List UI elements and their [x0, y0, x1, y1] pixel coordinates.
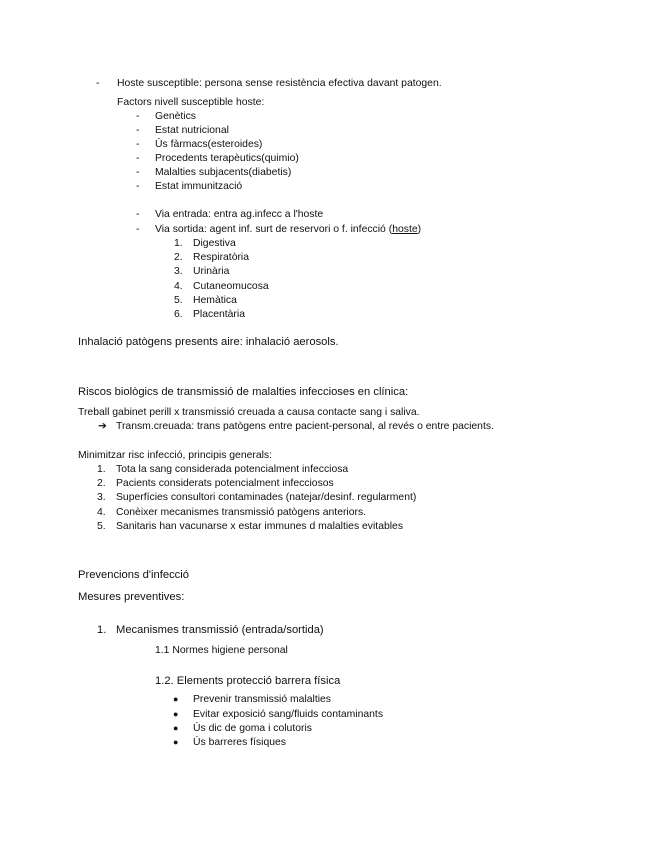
bullet-dot-icon: ●: [173, 723, 179, 733]
bullet-dot-icon: ●: [173, 737, 179, 747]
cross-transmission-item: Transm.creuada: trans patògens entre pacient-personal, al revés o entre pacients.: [116, 421, 494, 432]
hoste-link[interactable]: hoste: [392, 224, 418, 235]
list-item: Ús barreres físiques: [193, 737, 286, 748]
list-number: 1.: [97, 464, 106, 475]
minimize-title: Minimitzar risc infecció, principis generals:: [78, 450, 273, 461]
entry-route: Via entrada: entra ag.infecc a l'hoste: [155, 209, 324, 220]
list-item: Urinària: [193, 266, 230, 277]
list-number: 6.: [174, 309, 183, 320]
list-item: Tota la sang considerada potencialment infecciosa: [116, 464, 349, 475]
bullet-dot-icon: ●: [173, 709, 179, 719]
prevention-title: Prevencions d'infecció: [78, 569, 189, 581]
list-number: 3.: [174, 266, 183, 277]
exit-prefix: Via sortida: agent inf. surt de reservori o f. infecció (: [155, 224, 393, 235]
list-number: 4.: [174, 281, 183, 292]
bullet-dash: -: [136, 224, 140, 235]
list-item: Pacients considerats potencialment infecciosos: [116, 478, 334, 489]
bullet-dot-icon: ●: [173, 694, 179, 704]
list-number: 4.: [97, 507, 106, 518]
list-item: Evitar exposició sang/fluids contaminants: [193, 709, 384, 720]
risks-title: Riscos biològics de transmissió de malalties infeccioses en clínica:: [78, 386, 409, 398]
bullet-dash: -: [136, 181, 140, 192]
list-item: Cutaneomucosa: [193, 281, 269, 292]
exit-suffix: ): [417, 224, 422, 235]
bullet-dash: -: [136, 209, 140, 220]
list-item: Genètics: [155, 111, 197, 122]
list-item: Placentària: [193, 309, 245, 320]
list-item: Conèixer mecanismes transmissió patògens anteriors.: [116, 507, 367, 518]
list-item: Superfícies consultori contaminades (natejar/desinf. regularment): [116, 492, 417, 503]
gabinet-paragraph: Treball gabinet perill x transmissió creuada a causa contacte sang i saliva.: [78, 407, 420, 418]
list-number: 5.: [174, 295, 183, 306]
list-item: Respiratòria: [193, 252, 250, 263]
bullet-dash: -: [136, 167, 140, 178]
list-item: Malalties subjacents(diabetis): [155, 167, 292, 178]
list-item: Ús dic de goma i colutoris: [193, 723, 312, 734]
list-number: 1.: [174, 238, 183, 249]
subsection-hygiene: 1.1 Normes higiene personal: [155, 645, 288, 656]
bullet-dash: -: [136, 125, 140, 136]
list-item: Procedents terapèutics(quimio): [155, 153, 299, 164]
list-number: 3.: [97, 492, 106, 503]
list-item: Estat nutricional: [155, 125, 229, 136]
list-number: 1.: [97, 624, 107, 636]
inhalation-paragraph: Inhalació patògens presents aire: inhalació aerosols.: [78, 336, 339, 348]
list-item: Hemàtica: [193, 295, 237, 306]
list-number: 2.: [174, 252, 183, 263]
list-item: Estat immunització: [155, 181, 243, 192]
bullet-dash: -: [136, 153, 140, 164]
list-item: Ús fàrmacs(esteroides): [155, 139, 263, 150]
list-number: 2.: [97, 478, 106, 489]
exit-route: [155, 223, 421, 236]
list-item: Sanitaris han vacunarse x estar immunes d malalties evitables: [116, 521, 404, 532]
subsection-barrier: 1.2. Elements protecció barrera física: [155, 675, 341, 687]
factors-title: Factors nivell susceptible hoste:: [117, 97, 265, 108]
list-item: Digestiva: [193, 238, 236, 249]
list-item: Prevenir transmissió malalties: [193, 694, 332, 705]
host-susceptible-item: Hoste susceptible: persona sense resistència efectiva davant patogen.: [117, 78, 442, 89]
bullet-dash: -: [96, 78, 100, 89]
arrow-icon: ➔: [98, 421, 107, 432]
bullet-dash: -: [136, 111, 140, 122]
bullet-dash: -: [136, 139, 140, 150]
transmission-mechanisms-item: Mecanismes transmissió (entrada/sortida): [116, 624, 324, 636]
list-number: 5.: [97, 521, 106, 532]
measures-title: Mesures preventives:: [78, 591, 185, 603]
